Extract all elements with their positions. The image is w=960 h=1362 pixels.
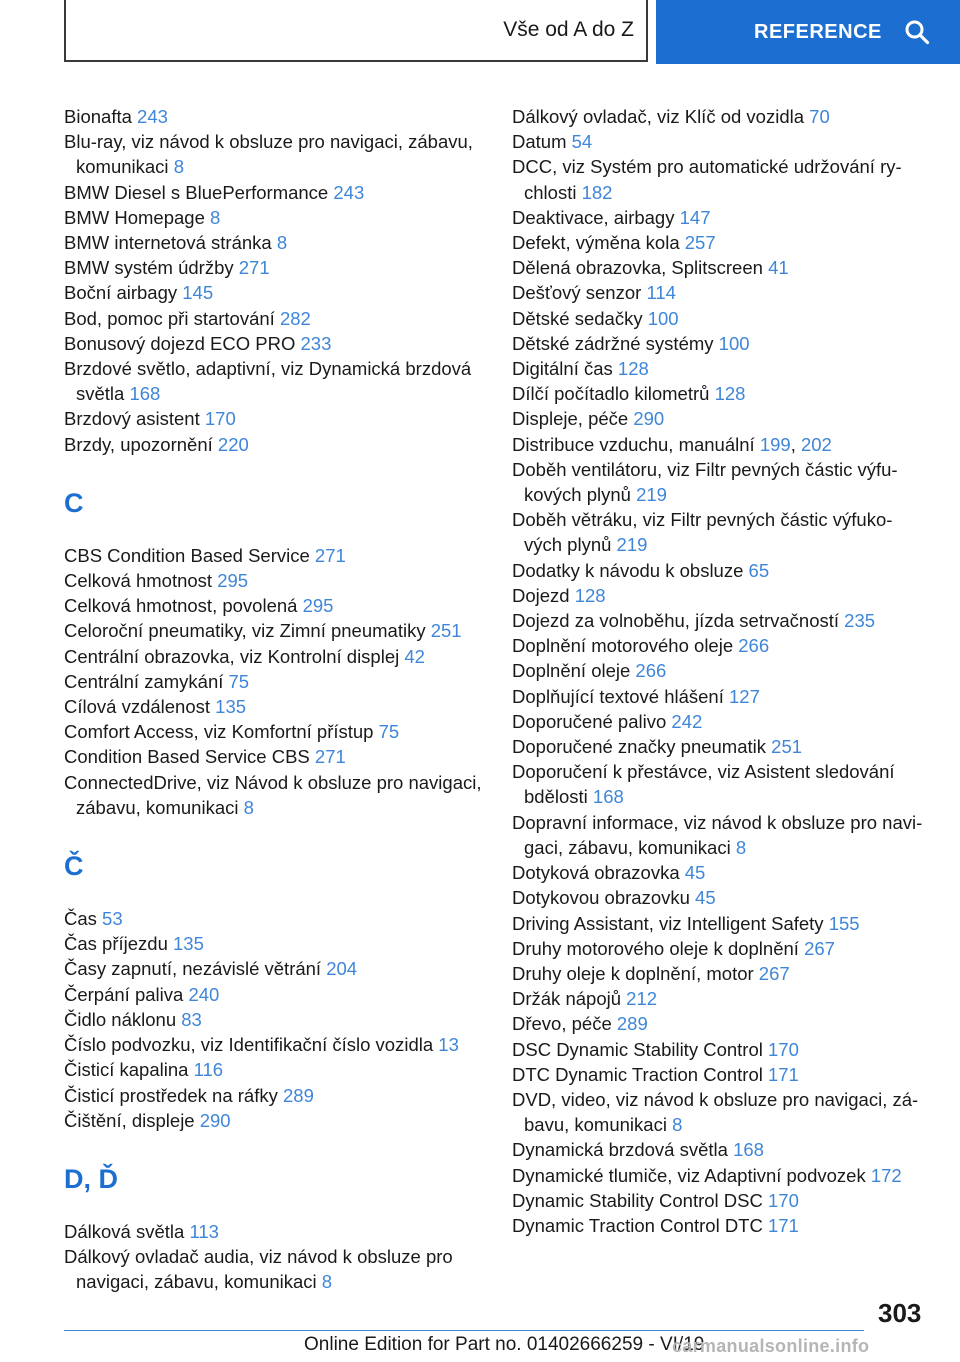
page-link[interactable]: 199 <box>759 433 791 455</box>
index-entry-text: Doběh ventilátoru, viz Filtr pevných částic výfu- kových plynů <box>512 458 898 506</box>
page-link[interactable]: 100 <box>718 332 750 354</box>
index-entry-text: Dílčí počítadlo kilometrů <box>512 383 710 405</box>
index-column-right <box>512 104 932 1238</box>
page-link[interactable]: 289 <box>283 1084 314 1106</box>
index-entry <box>64 694 484 719</box>
index-entry <box>512 1062 932 1087</box>
page-link[interactable]: 8 <box>210 206 221 228</box>
index-entry <box>512 558 932 583</box>
index-entry-text: CBS Condition Based Service <box>64 544 310 566</box>
index-entry <box>64 255 484 280</box>
index-entry <box>512 507 932 557</box>
index-entry-text: BMW internetová stránka <box>64 232 272 254</box>
index-entry <box>512 1163 932 1188</box>
index-entry <box>64 432 484 457</box>
page-link[interactable]: 42 <box>404 645 425 667</box>
index-entry-text: Čištění, displeje <box>64 1109 195 1131</box>
index-entry <box>512 129 932 154</box>
page-link[interactable]: 267 <box>804 937 835 959</box>
page-link[interactable]: 295 <box>302 595 334 617</box>
index-entry <box>64 1007 484 1032</box>
index-entry <box>512 457 932 507</box>
page-link[interactable]: 8 <box>672 1114 683 1136</box>
index-column-left <box>64 104 484 1295</box>
page-link[interactable]: 168 <box>592 786 624 808</box>
index-entry-text: Centrální obrazovka, viz Kontrolní displej <box>64 645 400 667</box>
index-entry-text: Doběh větráku, viz Filtr pevných částic výfuko- vých plynů <box>512 509 893 556</box>
footer-edition: Online Edition for Part no. 01402666259 - VI/19 <box>304 1334 705 1355</box>
index-entry <box>512 583 932 608</box>
page-link[interactable]: 212 <box>626 988 658 1010</box>
index-entry <box>64 982 484 1007</box>
page-link[interactable]: 235 <box>844 610 876 632</box>
index-entry-text: Číslo podvozku, viz Identifikační číslo vozidla <box>64 1034 434 1056</box>
index-entry-text: DCC, viz Systém pro automatické udržování ry- chlosti <box>512 156 902 203</box>
index-entry-text: Dojezd za volnoběhu, jízda setrvačností <box>512 610 840 632</box>
page-link[interactable]: 128 <box>617 358 649 380</box>
index-entry-text: Centrální zamykání <box>64 670 224 692</box>
index-entry-text: Driving Assistant, viz Intelligent Safety <box>512 912 824 934</box>
page-link[interactable]: 251 <box>430 620 462 642</box>
page-link[interactable]: 171 <box>767 1063 799 1085</box>
index-entry <box>512 1011 932 1036</box>
index-entry <box>512 1213 932 1238</box>
index-entry-text: Dopravní informace, viz návod k obsluze pro navi- gaci, zábavu, komunikaci <box>512 811 923 858</box>
page-link[interactable]: 114 <box>646 282 676 304</box>
page-link[interactable]: 8 <box>735 836 747 858</box>
index-entry <box>64 543 484 568</box>
index-entry-text: Deaktivace, airbagy <box>512 206 675 228</box>
index-entry <box>64 744 484 769</box>
page-link[interactable]: 271 <box>314 746 346 768</box>
index-entry <box>64 1083 484 1108</box>
index-entry <box>64 280 484 305</box>
index-letter-heading: D, Ď <box>64 1163 118 1194</box>
page-link[interactable]: 54 <box>571 131 593 153</box>
index-entry-text: Časy zapnutí, nezávislé větrání <box>64 958 322 980</box>
page-link[interactable]: 75 <box>228 670 250 692</box>
page-link[interactable]: 240 <box>188 983 220 1005</box>
index-entry <box>64 931 484 956</box>
footer-divider <box>64 1330 864 1331</box>
index-entry <box>512 255 932 280</box>
index-entry <box>64 356 484 406</box>
index-entry <box>512 658 932 683</box>
index-entry-text: BMW Homepage <box>64 206 205 228</box>
index-entry-text: Dotyková obrazovka <box>512 862 680 884</box>
page-link[interactable]: 41 <box>768 257 789 279</box>
page-link[interactable]: 295 <box>217 570 249 592</box>
page-link[interactable]: 145 <box>182 282 214 304</box>
page-link[interactable]: 8 <box>243 796 254 818</box>
index-entry-text: DSC Dynamic Stability Control <box>512 1038 763 1060</box>
page-link[interactable]: 170 <box>768 1189 799 1211</box>
index-entry <box>512 759 932 809</box>
page-link[interactable]: 172 <box>870 1164 902 1186</box>
index-entry <box>512 961 932 986</box>
index-entry-text: Čisticí kapalina <box>64 1059 189 1081</box>
index-entry: Distribuce vzduchu, manuální 199, 202 <box>512 433 832 455</box>
page-link[interactable]: 127 <box>729 685 760 707</box>
index-entry-text: Dojezd <box>512 584 570 606</box>
index-entry-text: BMW systém údržby <box>64 257 234 279</box>
index-entry <box>64 1244 484 1294</box>
index-entry-text: Celoroční pneumatiky, viz Zimní pneumatiky <box>64 620 426 642</box>
index-entry-text: Dešťový senzor <box>512 282 642 304</box>
index-entry-text: Čisticí prostředek na ráfky <box>64 1084 278 1106</box>
page-link[interactable]: 65 <box>748 559 770 581</box>
index-entry-text: Defekt, výměna kola <box>512 232 680 254</box>
page-link[interactable]: 219 <box>636 484 667 506</box>
index-entry <box>64 568 484 593</box>
page-link[interactable]: 116 <box>193 1059 224 1081</box>
search-icon[interactable] <box>904 19 930 45</box>
index-entry <box>512 356 932 381</box>
page-link[interactable]: 128 <box>574 584 606 606</box>
index-letter-heading: Č <box>64 851 84 882</box>
index-entry <box>512 230 932 255</box>
index-entry-text: Brzdy, upozornění <box>64 433 213 455</box>
index-entry <box>64 230 484 255</box>
page-link[interactable]: 147 <box>679 206 711 228</box>
index-entry-text: Brzdový asistent <box>64 408 200 430</box>
index-entry <box>512 608 932 633</box>
index-entry <box>512 406 932 431</box>
index-entry-text: Doplňující textové hlášení <box>512 685 724 707</box>
index-entry <box>512 1037 932 1062</box>
page-link[interactable]: 168 <box>129 383 161 405</box>
index-entry-text: Doplnění motorového oleje <box>512 635 734 657</box>
index-entry-text: Dětské zádržné systémy <box>512 332 714 354</box>
index-entry-text: Čidlo náklonu <box>64 1008 177 1030</box>
index-entry <box>512 986 932 1011</box>
page-link[interactable]: 282 <box>279 307 311 329</box>
page-link[interactable]: 243 <box>137 106 168 127</box>
page-link[interactable]: 135 <box>173 933 204 955</box>
page-link[interactable]: 266 <box>635 660 667 682</box>
index-entry <box>512 709 932 734</box>
index-entry <box>64 719 484 744</box>
index-entry-text: Digitální čas <box>512 358 613 380</box>
index-entry-text: Dynamická brzdová světla <box>512 1139 728 1161</box>
page-link[interactable]: 135 <box>215 696 247 718</box>
index-entry-text: Dynamické tlumiče, viz Adaptivní podvozek <box>512 1164 866 1186</box>
index-entry <box>64 1219 484 1244</box>
index-entry <box>64 669 484 694</box>
page-link[interactable]: 289 <box>616 1013 648 1035</box>
reference-label: REFERENCE <box>754 20 882 43</box>
index-entry <box>64 770 484 820</box>
page-link[interactable]: 70 <box>809 106 830 127</box>
index-entry <box>512 936 932 961</box>
index-entry <box>512 911 932 936</box>
page-link[interactable]: 170 <box>204 408 236 430</box>
page-link[interactable]: 233 <box>300 332 332 354</box>
page-link[interactable]: 257 <box>684 232 716 254</box>
index-entry <box>64 1057 484 1082</box>
page-link[interactable]: 266 <box>738 635 770 657</box>
index-entry <box>64 644 484 669</box>
index-entry-text: Displeje, péče <box>512 408 629 430</box>
page-link[interactable]: 219 <box>616 534 648 556</box>
page-link[interactable]: 83 <box>181 1008 202 1030</box>
page-link[interactable]: 45 <box>695 887 716 909</box>
index-entry <box>64 906 484 931</box>
index-entry <box>64 956 484 981</box>
page-link[interactable]: 168 <box>733 1139 764 1161</box>
index-entry <box>64 104 484 129</box>
page-link[interactable]: 170 <box>768 1038 799 1060</box>
index-entry-text: Distribuce vzduchu, manuální <box>512 433 755 455</box>
index-entry-text: Celková hmotnost, povolená <box>64 595 298 617</box>
index-entry-text: Dělená obrazovka, Splitscreen <box>512 257 763 279</box>
index-entry-text: Dřevo, péče <box>512 1013 612 1035</box>
index-entry-text: Celková hmotnost <box>64 570 213 592</box>
page-link[interactable]: 267 <box>758 962 790 984</box>
index-entry <box>512 885 932 910</box>
index-entry-text: Dynamic Traction Control DTC <box>512 1214 763 1236</box>
index-entry <box>512 1087 932 1137</box>
index-entry-text: Dotykovou obrazovku <box>512 887 690 909</box>
index-entry-text: Dynamic Stability Control DSC <box>512 1189 763 1211</box>
index-entry-text: Dálkový ovladač, viz Klíč od vozidla <box>512 106 805 127</box>
index-entry-text: Čas příjezdu <box>64 933 168 955</box>
tab-section-a-to-z[interactable] <box>64 0 648 62</box>
index-entry-text: Doplnění oleje <box>512 660 631 682</box>
index-entry-text: Druhy motorového oleje k doplnění <box>512 937 799 959</box>
index-entry-text: Bod, pomoc při startování <box>64 307 275 329</box>
page-link[interactable]: 204 <box>326 958 358 980</box>
index-entry <box>512 810 932 860</box>
index-entry-text: Čerpání paliva <box>64 983 184 1005</box>
index-entry-text: Dálkový ovladač audia, viz návod k obsluze pro navigaci, zábavu, komunikaci <box>64 1246 453 1293</box>
page-link[interactable]: 290 <box>199 1109 231 1131</box>
index-entry <box>512 1188 932 1213</box>
index-entry-text: Doporučení k přestávce, viz Asistent sledování bdělosti <box>512 761 895 808</box>
page-link[interactable]: 242 <box>671 710 703 732</box>
index-entry <box>512 734 932 759</box>
index-entry <box>512 205 932 230</box>
page-link[interactable]: 155 <box>828 912 860 934</box>
index-entry-text: Brzdové světlo, adaptivní, viz Dynamická brzdová světla <box>64 358 472 405</box>
page-link[interactable]: 182 <box>581 181 613 203</box>
index-entry-text: DVD, video, viz návod k obsluze pro navigaci, zá- bavu, komunikaci <box>512 1088 919 1136</box>
index-entry-text: BMW Diesel s BluePerformance <box>64 181 329 203</box>
page-link[interactable]: 113 <box>189 1220 219 1242</box>
index-entry <box>512 331 932 356</box>
page-link[interactable]: 243 <box>333 181 365 203</box>
section-title: Vše od A do Z <box>503 18 634 41</box>
index-entry <box>64 205 484 230</box>
index-entry <box>64 331 484 356</box>
index-entry-text: Čas <box>64 908 97 930</box>
page-link[interactable]: 290 <box>633 408 665 430</box>
index-entry-text: Doporučené značky pneumatik <box>512 736 767 758</box>
index-entry <box>512 633 932 658</box>
page-link[interactable]: 8 <box>276 232 288 254</box>
index-entry-text: Dálková světla <box>64 1220 185 1242</box>
index-entry <box>512 1137 932 1162</box>
page-link[interactable]: 220 <box>217 433 249 455</box>
index-entry <box>512 104 932 129</box>
page-link[interactable]: 100 <box>647 307 679 329</box>
page-link[interactable]: 53 <box>102 908 123 930</box>
index-entry-text: Datum <box>512 131 567 153</box>
index-entry <box>512 381 932 406</box>
index-entry-text: Boční airbagy <box>64 282 178 304</box>
index-entry <box>512 154 932 204</box>
index-entry <box>64 306 484 331</box>
index-entry-text: Bonusový dojezd ECO PRO <box>64 332 296 354</box>
index-entry <box>512 684 932 709</box>
index-entry <box>512 860 932 885</box>
page-link[interactable]: 128 <box>714 383 746 405</box>
index-letter-heading: C <box>64 487 84 518</box>
index-entry <box>512 306 932 331</box>
top-navigation <box>0 0 960 66</box>
index-entry-text: Condition Based Service CBS <box>64 746 310 768</box>
index-entry <box>64 593 484 618</box>
index-entry-text: Držák nápojů <box>512 988 622 1010</box>
page-link[interactable]: 271 <box>238 257 270 279</box>
index-entry-text: Druhy oleje k doplnění, motor <box>512 962 754 984</box>
index-entry <box>512 280 932 305</box>
index-entry-text: Blu-ray, viz návod k obsluze pro navigaci, zábavu, komunikaci <box>64 131 473 178</box>
index-entry <box>64 1108 484 1133</box>
page-link[interactable]: 171 <box>767 1214 799 1236</box>
index-entry <box>64 1032 484 1057</box>
index-entry <box>64 406 484 431</box>
page-link[interactable]: 271 <box>314 544 346 566</box>
watermark: carmanualsonline.info <box>672 1336 870 1356</box>
page-link[interactable]: 13 <box>438 1034 459 1056</box>
index-entry-text: Dodatky k návodu k obsluze <box>512 559 744 581</box>
index-entry-text: ConnectedDrive, viz Návod k obsluze pro navigaci, zábavu, komunikaci <box>64 771 482 818</box>
page-link[interactable]: 8 <box>321 1271 333 1293</box>
index-entry-text: Comfort Access, viz Komfortní přístup <box>64 721 374 743</box>
page-link[interactable]: 202 <box>800 433 832 455</box>
index-entry-text: DTC Dynamic Traction Control <box>512 1063 763 1085</box>
index-entry <box>64 129 484 179</box>
index-entry-text: Doporučené palivo <box>512 710 667 732</box>
tab-reference[interactable] <box>656 0 960 64</box>
index-entry <box>64 618 484 643</box>
index-entry <box>64 180 484 205</box>
page-number: 303 <box>878 1298 922 1328</box>
page-link[interactable]: 75 <box>378 721 400 743</box>
page-link[interactable]: 8 <box>173 156 184 178</box>
page-link[interactable]: 45 <box>684 862 706 884</box>
page-link[interactable]: 251 <box>771 736 803 758</box>
index-entry-text: Bionafta <box>64 106 132 127</box>
index-entry-text: Cílová vzdálenost <box>64 696 211 718</box>
index-entry-text: Dětské sedačky <box>512 307 643 329</box>
